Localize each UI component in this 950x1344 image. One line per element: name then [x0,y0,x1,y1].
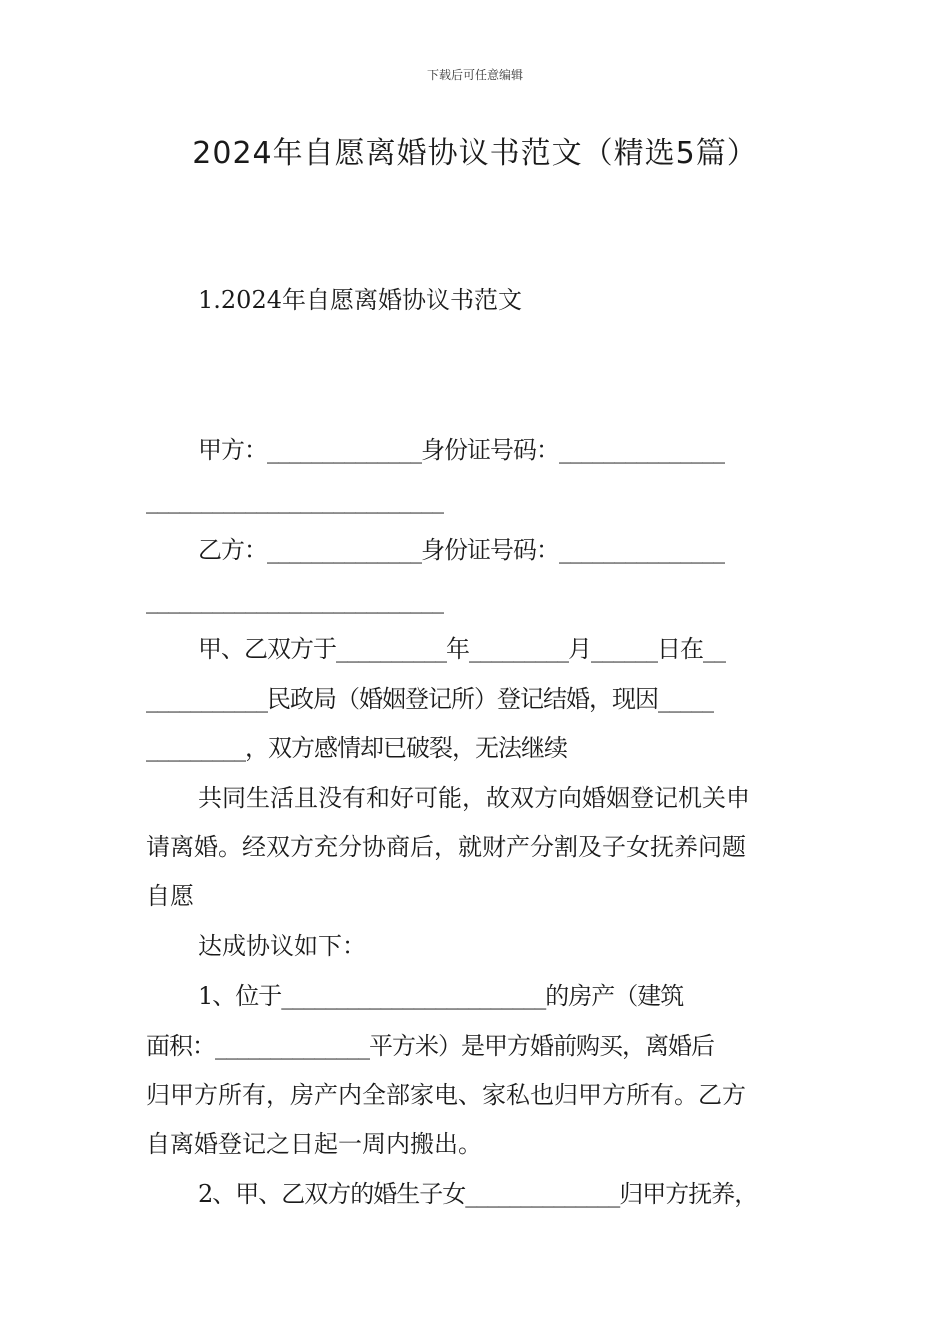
clause-1-line-2: 面积：______________平方米）是甲方婚前购买，离婚后 [146,1032,714,1060]
party-b-line-1: 乙方：______________身份证号码：_______________ [198,536,724,564]
paragraph-line-2: 请离婚。经双方充分协商后，就财产分割及子女抚养问题 [146,833,746,861]
intro-line-2: ___________民政局（婚姻登记所）登记结婚，现因_____ [146,685,713,713]
clause-2-line-1: 2、甲、乙双方的婚生子女______________归甲方抚养， [198,1180,758,1208]
party-a-line-2: ___________________________ [146,486,443,514]
document-title: 2024年自愿离婚协议书范文（精选5篇） [192,136,758,171]
section-heading: 1.2024年自愿离婚协议书范文 [198,286,522,314]
party-b-line-2: ___________________________ [146,586,443,614]
party-a-line-1: 甲方：______________身份证号码：_______________ [198,436,724,464]
clause-1-line-3: 归甲方所有，房产内全部家电、家私也归甲方所有。乙方 [146,1081,746,1109]
agreement-intro: 达成协议如下： [198,932,366,960]
paragraph-line-3: 自愿 [146,882,194,910]
intro-line-3: _________，双方感情却已破裂，无法继续 [146,734,567,762]
clause-1-line-4: 自离婚登记之日起一周内搬出。 [146,1130,482,1158]
paragraph-line-1: 共同生活且没有和好可能，故双方向婚姻登记机关申 [198,784,750,812]
clause-1-line-1: 1、位于________________________的房产（建筑 [198,982,684,1010]
header-note: 下载后可任意编辑 [426,68,523,82]
intro-line-1: 甲、乙双方于__________年_________月______日在__ [198,635,725,663]
